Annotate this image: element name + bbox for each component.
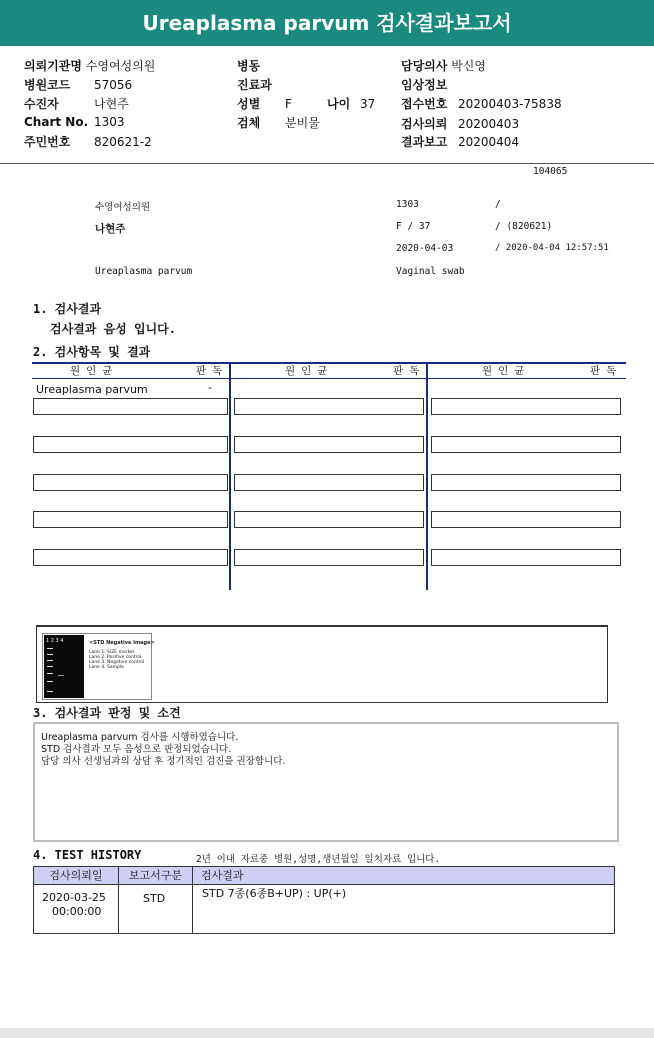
history-header-result: 검사결과 bbox=[193, 867, 614, 884]
label-resident-no: 주민번호 bbox=[24, 135, 71, 149]
label-sex: 성별 bbox=[237, 97, 261, 111]
result-cell bbox=[431, 436, 621, 453]
history-border-left bbox=[33, 866, 34, 934]
result-cell bbox=[33, 436, 228, 453]
history-border-col1 bbox=[118, 866, 119, 934]
gel-lane-numbers: 1 2 3 4 bbox=[46, 638, 64, 644]
header-divider bbox=[0, 163, 654, 164]
history-row-time: 00:00:00 bbox=[52, 905, 102, 918]
label-hospital-code: 병원코드 bbox=[24, 78, 71, 92]
organism-result: - bbox=[208, 381, 212, 394]
gel-band bbox=[47, 660, 53, 661]
comment-line-1: Ureaplasma parvum 검사를 시행하였습니다. bbox=[41, 732, 239, 743]
gel-image-frame-top bbox=[36, 625, 608, 627]
page-footer-bar bbox=[0, 1028, 654, 1038]
result-cell bbox=[431, 511, 621, 528]
result-cell bbox=[33, 549, 228, 566]
history-row-date: 2020-03-25 bbox=[42, 891, 106, 904]
value-doctor: 박신영 bbox=[451, 59, 486, 73]
col-organism-1: 원인균 bbox=[70, 365, 119, 377]
result-cell bbox=[234, 511, 424, 528]
gel-band bbox=[47, 681, 53, 682]
gel-legend-2: Lane 2. Positive control bbox=[89, 655, 142, 660]
stamp-date-requested: 2020-04-03 bbox=[396, 243, 454, 254]
gel-band bbox=[47, 691, 53, 692]
gel-heading: <STD Negative Image> bbox=[89, 640, 155, 646]
result-cell bbox=[234, 398, 424, 415]
value-request-date: 20200403 bbox=[458, 117, 520, 131]
grid-divider-1 bbox=[229, 362, 231, 590]
gel-band bbox=[47, 648, 53, 649]
value-sex: F bbox=[285, 97, 292, 111]
section-3-title: 3. 검사결과 판정 및 소견 bbox=[33, 706, 181, 720]
value-specimen: 분비물 bbox=[285, 116, 320, 130]
gel-legend-3: Lane 3. Negative control bbox=[89, 660, 145, 665]
organism-name: Ureaplasma parvum bbox=[36, 383, 148, 396]
grid-divider-2 bbox=[426, 362, 428, 590]
result-cell bbox=[431, 549, 621, 566]
gel-image bbox=[42, 633, 155, 700]
label-clinical-info: 임상정보 bbox=[401, 78, 448, 92]
gel-band bbox=[47, 666, 53, 667]
report-title: Ureaplasma parvum 검사결과보고서 bbox=[0, 0, 654, 46]
label-age: 나이 bbox=[327, 97, 351, 111]
gel-electrophoresis-picture bbox=[44, 635, 84, 698]
section-2-title: 2. 검사항목 및 결과 bbox=[33, 345, 151, 359]
result-summary: 검사결과 음성 입니다. bbox=[50, 322, 177, 336]
result-cell bbox=[33, 398, 228, 415]
value-report-date: 20200404 bbox=[458, 135, 520, 149]
label-chart-no: Chart No. bbox=[24, 115, 89, 129]
history-border-bottom bbox=[33, 933, 615, 934]
history-note: 2년 이내 자료중 병원,성명,생년월일 일치자료 입니다. bbox=[196, 854, 441, 865]
stamp-birth: / (820621) bbox=[495, 221, 553, 232]
value-hospital-code: 57056 bbox=[94, 78, 133, 92]
stamp-hospital: 수영여성의원 bbox=[95, 202, 151, 213]
grid-header-border bbox=[32, 378, 626, 379]
result-cell bbox=[431, 398, 621, 415]
label-department: 진료과 bbox=[237, 78, 272, 92]
value-accession-no: 20200403-75838 bbox=[458, 97, 562, 111]
label-request-date: 검사의뢰 bbox=[401, 117, 448, 131]
label-requesting-institution: 의뢰기관명 bbox=[24, 59, 82, 73]
result-cell bbox=[234, 549, 424, 566]
label-report-date: 결과보고 bbox=[401, 135, 448, 149]
gel-band bbox=[47, 654, 53, 655]
value-chart-no: 1303 bbox=[94, 115, 125, 129]
history-row-type: STD bbox=[143, 892, 166, 905]
result-cell bbox=[431, 474, 621, 491]
comment-line-3: 담당 의사 선생님과의 상담 후 정기적인 검진을 권장합니다. bbox=[41, 756, 286, 767]
stamp-specimen: Vaginal swab bbox=[396, 266, 465, 277]
gel-band bbox=[47, 673, 53, 674]
label-ward: 병동 bbox=[237, 59, 261, 73]
result-cell bbox=[234, 436, 424, 453]
history-header-type: 보고서구분 bbox=[119, 867, 192, 884]
history-border-right bbox=[614, 866, 615, 934]
col-result-3: 판독 bbox=[590, 365, 623, 377]
section-4-title: 4. TEST HISTORY bbox=[33, 848, 142, 862]
stamp-code: 104065 bbox=[533, 166, 568, 177]
label-specimen: 검체 bbox=[237, 116, 261, 130]
value-age: 37 bbox=[360, 97, 376, 111]
gel-band bbox=[58, 675, 64, 676]
stamp-chart: 1303 bbox=[396, 199, 419, 210]
stamp-sex-age: F / 37 bbox=[396, 221, 431, 232]
value-resident-no: 820621-2 bbox=[94, 135, 152, 149]
col-organism-3: 원인균 bbox=[482, 365, 531, 377]
stamp-test-name: Ureaplasma parvum bbox=[95, 266, 193, 277]
history-border-col2 bbox=[192, 866, 193, 934]
value-patient: 나현주 bbox=[94, 97, 129, 111]
history-row-result: STD 7종(6종B+UP) : UP(+) bbox=[202, 887, 347, 900]
gel-legend-1: Lane 1. SIZE marker bbox=[89, 650, 135, 655]
stamp-date-reported: / 2020-04-04 12:57:51 bbox=[495, 243, 609, 253]
label-patient: 수진자 bbox=[24, 97, 59, 111]
section-1-title: 1. 검사결과 bbox=[33, 302, 102, 316]
label-accession-no: 접수번호 bbox=[401, 97, 448, 111]
col-result-2: 판독 bbox=[393, 365, 426, 377]
result-cell bbox=[234, 474, 424, 491]
value-requesting-institution: 수영여성의원 bbox=[85, 59, 156, 73]
gel-legend-4: Lane 4. Sample bbox=[89, 665, 124, 670]
result-cell bbox=[33, 474, 228, 491]
label-doctor: 담당의사 bbox=[401, 59, 448, 73]
comment-line-2: STD 검사결과 모두 음성으로 판정되었습니다. bbox=[41, 744, 232, 755]
history-header-date: 검사의뢰일 bbox=[34, 867, 118, 884]
col-result-1: 판독 bbox=[196, 365, 229, 377]
result-cell bbox=[33, 511, 228, 528]
col-organism-2: 원인균 bbox=[285, 365, 334, 377]
history-border-top bbox=[33, 866, 615, 867]
title-divider bbox=[0, 46, 654, 49]
stamp-slash: / bbox=[495, 199, 501, 210]
stamp-patient: 나현주 bbox=[95, 223, 126, 235]
